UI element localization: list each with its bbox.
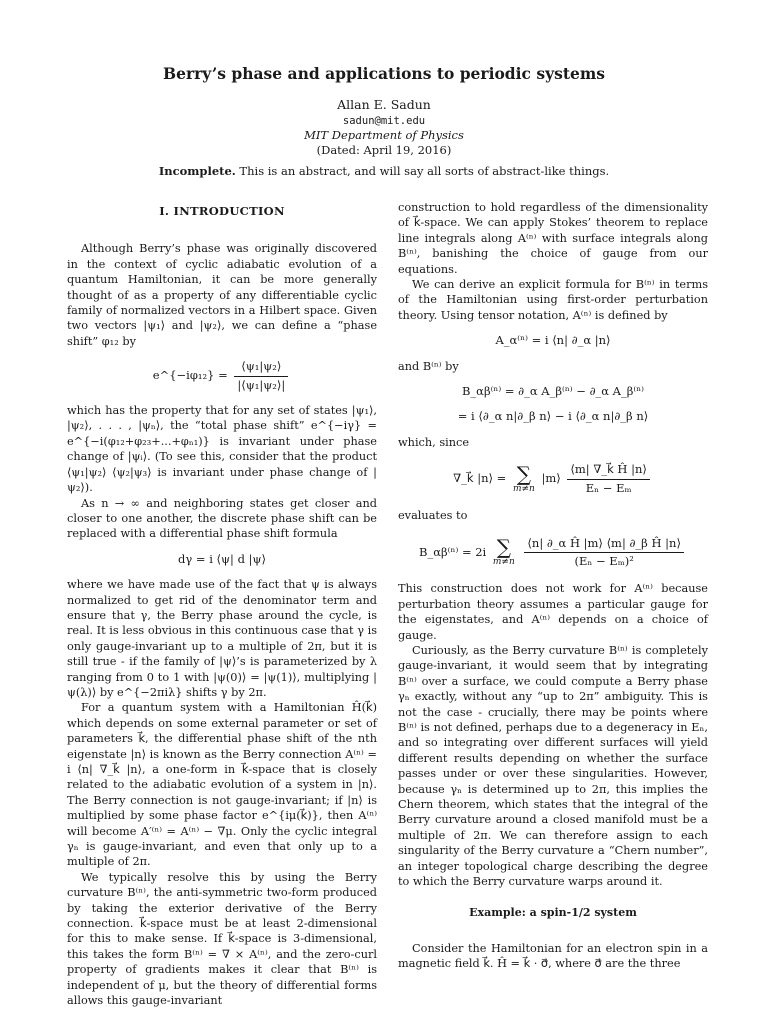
author-name: Allan E. Sadun (337, 97, 431, 112)
paragraph: Although Berry’s phase was originally discovered in the context of cyclic adiabatic evolution of a quantum Hamiltonian, it can be more generally thought of as a property of any differentiable cyclic family of normalized vectors in a Hilbert space. Given two vectors |ψ₁⟩ and |ψ₂⟩, we can define a “phase shift” φ₁₂ by (67, 242, 377, 348)
summation (513, 464, 535, 494)
abstract (0, 164, 768, 178)
paragraph: which, since (398, 435, 470, 449)
equation-berry-curvature: B_αβ⁽ⁿ⁾ = ∂_α A_β⁽ⁿ⁾ − ∂_α A_β⁽ⁿ⁾ (461, 384, 645, 399)
sum-index: m≠n (512, 484, 535, 495)
paragraph: We can derive an explicit formula for B⁽ⁿ⁾ in terms of the Hamiltonian using first-order perturbation theory. Using tensor notation, A⁽ⁿ⁾ is defined by (398, 278, 708, 322)
paragraph: We typically resolve this by using the Berry curvature B⁽ⁿ⁾, the anti-symmetric two-form produced by taking the exterior derivative of the Berry connection. k⃗-space must be at least 2-dimensional for this to make sense. If k⃗-space is 3-dimensional, this takes the form B⁽ⁿ⁾ = ∇ × A⁽ⁿ⁾, and the zero-curl property of gradients makes it clear that B⁽ⁿ⁾ is independent of μ, but the theory of differential forms allows this gauge-invariant (67, 870, 377, 1008)
fraction (567, 462, 649, 496)
equation-ket: |m⟩ (541, 471, 561, 486)
fraction-denominator: |⟨ψ₁|ψ₂⟩| (237, 377, 286, 392)
sum-sign: ∑ (496, 535, 511, 560)
equation-perturbation (398, 462, 708, 496)
date-line: (Dated: April 19, 2016) (316, 143, 452, 157)
equation-berry-curvature-expanded: = i ⟨∂_α n|∂_β n⟩ − i ⟨∂_α n|∂_β n⟩ (457, 409, 649, 424)
equation-differential-phase: dγ = i ⟨ψ| d |ψ⟩ (178, 551, 266, 566)
subsection-heading-spin-example: Example: a spin-1/2 system (469, 906, 637, 920)
abstract-text: This is an abstract, and will say all sorts of abstract-like things. (235, 164, 610, 178)
equation-curvature-result (398, 536, 708, 570)
fraction-denominator: Eₙ − Eₘ (585, 480, 632, 495)
paragraph: construction to hold regardless of the dimensionality of k⃗-space. We can apply Stokes’ theorem to replace line integrals along A⁽ⁿ⁾ with surface integrals along B⁽ⁿ⁾, banishing the choice of gauge from our equations. (398, 201, 708, 276)
left-column (67, 200, 377, 1009)
paragraph: Consider the Hamiltonian for an electron spin in a magnetic field k⃗. Ĥ = k⃗ · σ⃗, where σ⃗ are the three (398, 941, 708, 971)
fraction-numerator: ⟨ψ₁|ψ₂⟩ (234, 359, 288, 376)
fraction-denominator: (Eₙ − Eₘ)² (574, 553, 634, 568)
fraction (234, 359, 288, 393)
equation-lhs: e^{−iφ₁₂} = (152, 368, 228, 383)
section-heading-introduction: I. INTRODUCTION (159, 204, 285, 218)
fraction-numerator: ⟨n| ∂_α Ĥ |m⟩ ⟨m| ∂_β Ĥ |n⟩ (524, 536, 684, 553)
equation-berry-connection: A_α⁽ⁿ⁾ = i ⟨n| ∂_α |n⟩ (495, 333, 611, 348)
sum-sign: ∑ (516, 462, 532, 487)
paragraph: which has the property that for any set of states |ψ₁⟩, |ψ₂⟩, . . . , |ψₙ⟩, the “total phase shift” e^{−iγ} = e^{−i(φ₁₂+φ₂₃+...+φₙ₁)} is invariant under phase change of |ψᵢ⟩. (To see this, consider that the product ⟨ψ₁|ψ₂⟩ ⟨ψ₂|ψ₃⟩ is invariant under phase change of |ψ₂⟩). (67, 404, 377, 495)
summation (493, 537, 515, 567)
fraction (524, 536, 684, 570)
sum-index: m≠n (492, 557, 515, 568)
equation-lhs: ∇_k⃗ |n⟩ = (453, 471, 507, 486)
paragraph: As n → ∞ and neighboring states get closer and closer to one another, the discrete phase shift can be replaced with a differential phase shift formula (67, 496, 377, 541)
right-column (398, 200, 708, 972)
paragraph: Curiously, as the Berry curvature B⁽ⁿ⁾ is completely gauge-invariant, it would seem that by integrating B⁽ⁿ⁾ over a surface, we could compute a Berry phase γₙ exactly, without any “up to 2π” ambiguity. This is not the case - crucially, there may be points where B⁽ⁿ⁾ is not defined, perhaps due to a degeneracy in Eₙ, and so integrating over different surfaces will yield different results depending on whether the surface passes under or over these singularities. However, because γₙ is determined up to 2π, this implies the Chern theorem, which states that the integral of the Berry curvature around a closed manifold must be a multiple of 2π. We can therefore assign to each singularity of the Berry curvature a “Chern number”, an integer topological charge describing the degree to which the Berry curvature warps around it. (398, 643, 708, 889)
paragraph: and B⁽ⁿ⁾ by (398, 359, 459, 373)
equation-phase-shift (67, 359, 377, 393)
equation-lhs: B_αβ⁽ⁿ⁾ = 2i (419, 544, 487, 559)
author-affiliation: MIT Department of Physics (304, 128, 464, 142)
paragraph: where we have made use of the fact that ψ is always normalized to get rid of the denominator term and ensure that γ, the Berry phase around the cycle, is real. It is less obvious in this continuous case that γ is only gauge-invariant up to a multiple of 2π, but it is still true - if the family of |ψ⟩’s is parameterized by λ ranging from 0 to 1 with |ψ(0)⟩ = |ψ(1)⟩, multiplying |ψ(λ)⟩ by e^{−2πiλ} shifts γ by 2π. (67, 578, 377, 699)
author-email: sadun@mit.edu (342, 115, 426, 127)
paragraph: evaluates to (398, 509, 468, 523)
paragraph: For a quantum system with a Hamiltonian Ĥ(k⃗) which depends on some external parameter or set of parameters k⃗, the differential phase shift of the nth eigenstate |n⟩ is known as the Berry connection A⁽ⁿ⁾ = i ⟨n| ∇_k⃗ |n⟩, a one-form in k⃗-space that is closely related to the adiabatic evolution of a system in |n⟩. The Berry connection is not gauge-invariant; if |n⟩ is multiplied by some phase factor e^{iμ(k⃗)}, then A⁽ⁿ⁾ will become A′⁽ⁿ⁾ = A⁽ⁿ⁾ − ∇μ. Only the cyclic integral γₙ is gauge-invariant, and even that only up to a multiple of 2π. (67, 701, 377, 869)
abstract-label: Incomplete. (158, 164, 236, 178)
paragraph: This construction does not work for A⁽ⁿ⁾ because perturbation theory assumes a particular gauge for the eigenstates, and A⁽ⁿ⁾ depends on a choice of gauge. (398, 582, 708, 642)
fraction-numerator: ⟨m| ∇_k⃗ Ĥ |n⟩ (567, 462, 649, 479)
paper-title: Berry’s phase and applications to periodic systems (163, 64, 605, 83)
